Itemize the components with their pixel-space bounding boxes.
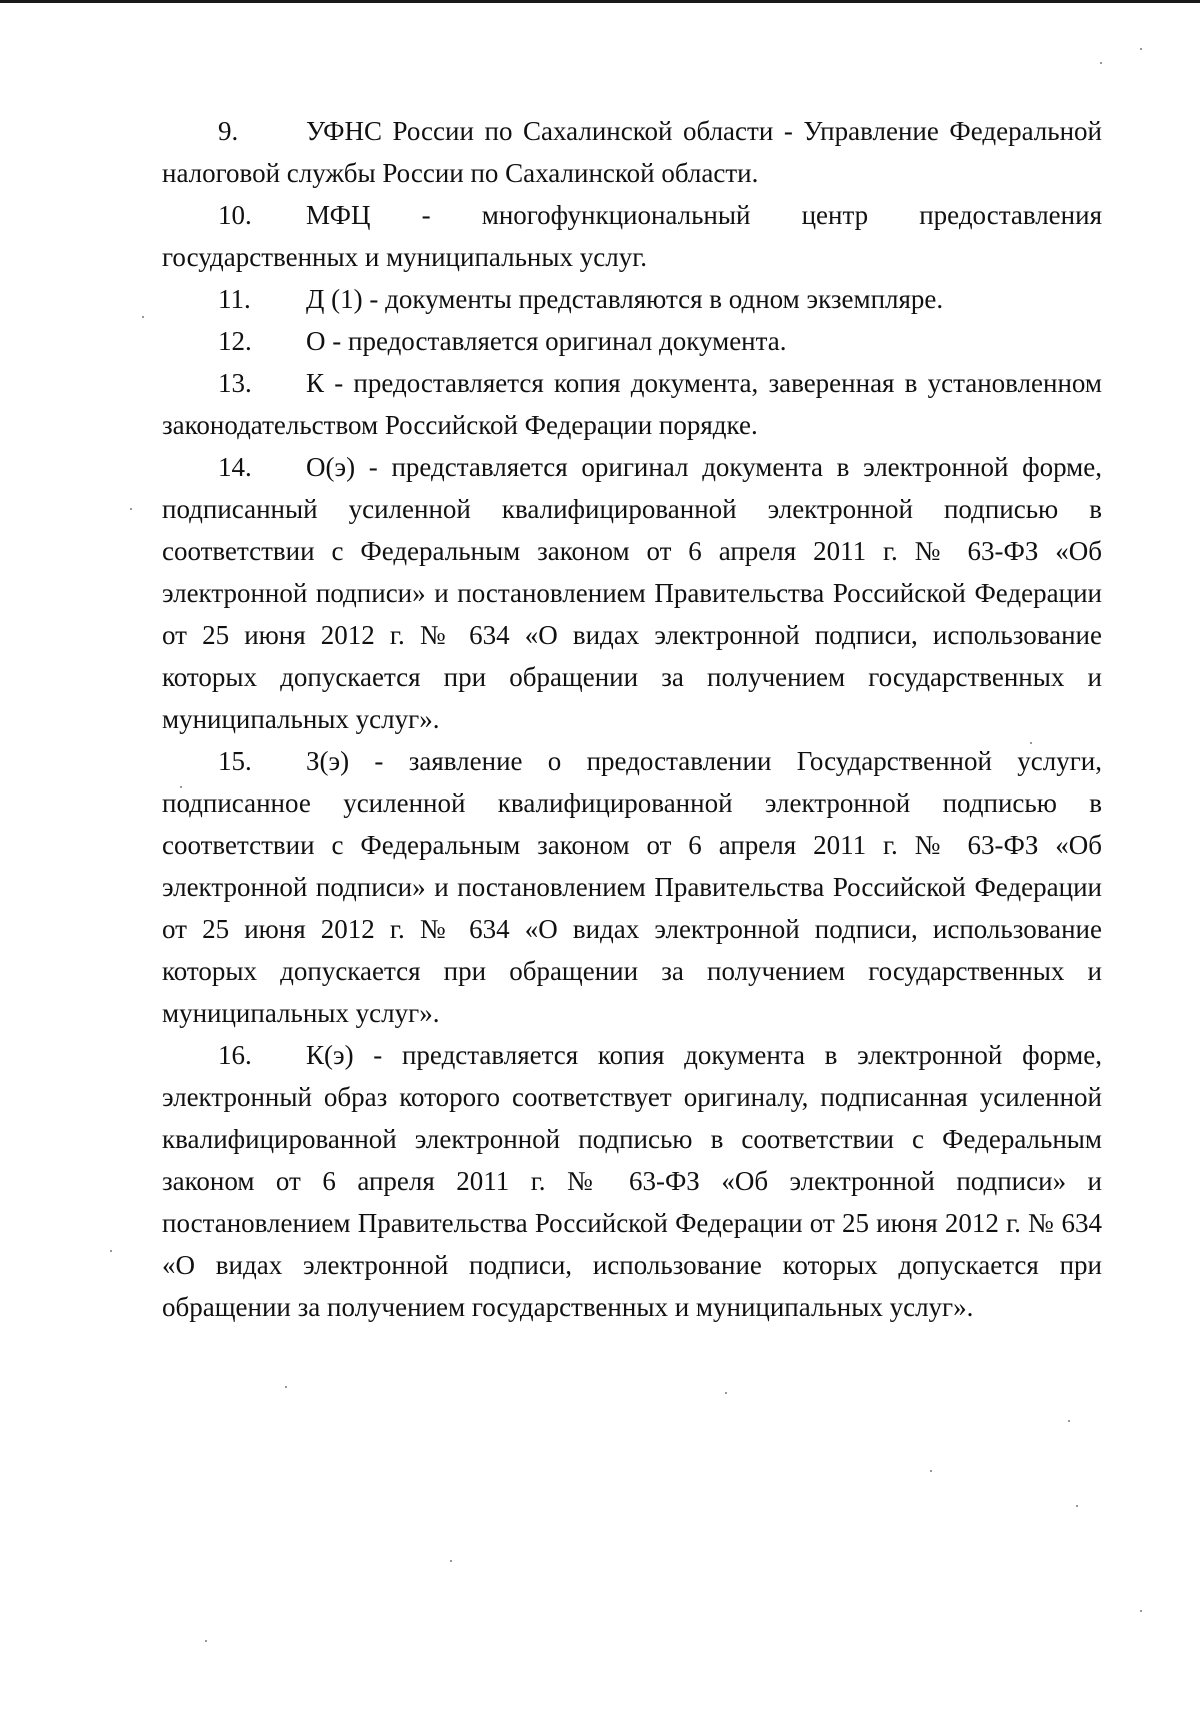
scan-speck bbox=[930, 1470, 932, 1472]
item-number: 14. bbox=[218, 452, 252, 482]
scan-top-edge bbox=[0, 0, 1200, 3]
scan-speck bbox=[1100, 62, 1102, 64]
scan-speck bbox=[142, 316, 144, 318]
document-body bbox=[162, 110, 1102, 1328]
item-text: МФЦ - многофункциональный центр предоставления государственных и муниципальных услуг. bbox=[162, 200, 1102, 272]
scan-speck bbox=[1068, 1420, 1070, 1422]
item-number: 13. bbox=[218, 368, 252, 398]
item-number: 15. bbox=[218, 746, 252, 776]
item-text: К(э) - представляется копия документа в электронной форме, электронный образ которого соответствует оригиналу, подписанная усиленной квалифицированной электронной подписью в соответствии с Федеральным законом от 6 апреля 2011 г. № 63-ФЗ «Об электронной подписи» и постановлением Правительства Российской Федерации от 25 июня 2012 г. № 634 «О видах электронной подписи, использование которых допускается при обращении за получением государственных и муниципальных услуг». bbox=[162, 1040, 1102, 1322]
scan-speck bbox=[180, 786, 182, 788]
list-item-15 bbox=[162, 740, 1102, 1034]
list-item-14 bbox=[162, 446, 1102, 740]
scan-speck bbox=[450, 1560, 452, 1562]
list-item-12 bbox=[162, 320, 1102, 362]
item-number: 16. bbox=[218, 1040, 252, 1070]
item-number: 12. bbox=[218, 326, 252, 356]
list-item-13 bbox=[162, 362, 1102, 446]
item-number: 11. bbox=[218, 284, 251, 314]
item-text: К - предоставляется копия документа, заверенная в установленном законодательством Российской Федерации порядке. bbox=[162, 368, 1102, 440]
scan-speck bbox=[1140, 1610, 1142, 1612]
item-text: УФНС России по Сахалинской области - Управление Федеральной налоговой службы России по Сахалинской области. bbox=[162, 116, 1102, 188]
scan-speck bbox=[725, 1392, 727, 1394]
scan-speck bbox=[110, 1250, 112, 1252]
scan-speck bbox=[285, 1386, 287, 1388]
item-number: 9. bbox=[218, 116, 239, 146]
item-text: О - предоставляется оригинал документа. bbox=[306, 326, 787, 356]
scan-speck bbox=[1030, 742, 1032, 744]
list-item-11 bbox=[162, 278, 1102, 320]
scan-speck bbox=[130, 508, 132, 510]
scan-speck bbox=[1140, 48, 1142, 50]
item-text: Д (1) - документы представляются в одном экземпляре. bbox=[306, 284, 944, 314]
list-item-16 bbox=[162, 1034, 1102, 1328]
list-item-9 bbox=[162, 110, 1102, 194]
scan-speck bbox=[1076, 1505, 1078, 1507]
scan-speck bbox=[205, 1640, 207, 1642]
list-item-10 bbox=[162, 194, 1102, 278]
item-text: О(э) - представляется оригинал документа в электронной форме, подписанный усиленной квалифицированной электронной подписью в соответствии с Федеральным законом от 6 апреля 2011 г. № 63-ФЗ «Об электронной подписи» и постановлением Правительства Российской Федерации от 25 июня 2012 г. № 634 «О видах электронной подписи, использование которых допускается при обращении за получением государственных и муниципальных услуг». bbox=[162, 452, 1102, 734]
item-number: 10. bbox=[218, 200, 252, 230]
item-text: З(э) - заявление о предоставлении Государственной услуги, подписанное усиленной квалифицированной электронной подписью в соответствии с Федеральным законом от 6 апреля 2011 г. № 63-ФЗ «Об электронной подписи» и постановлением Правительства Российской Федерации от 25 июня 2012 г. № 634 «О видах электронной подписи, использование которых допускается при обращении за получением государственных и муниципальных услуг». bbox=[162, 746, 1102, 1028]
